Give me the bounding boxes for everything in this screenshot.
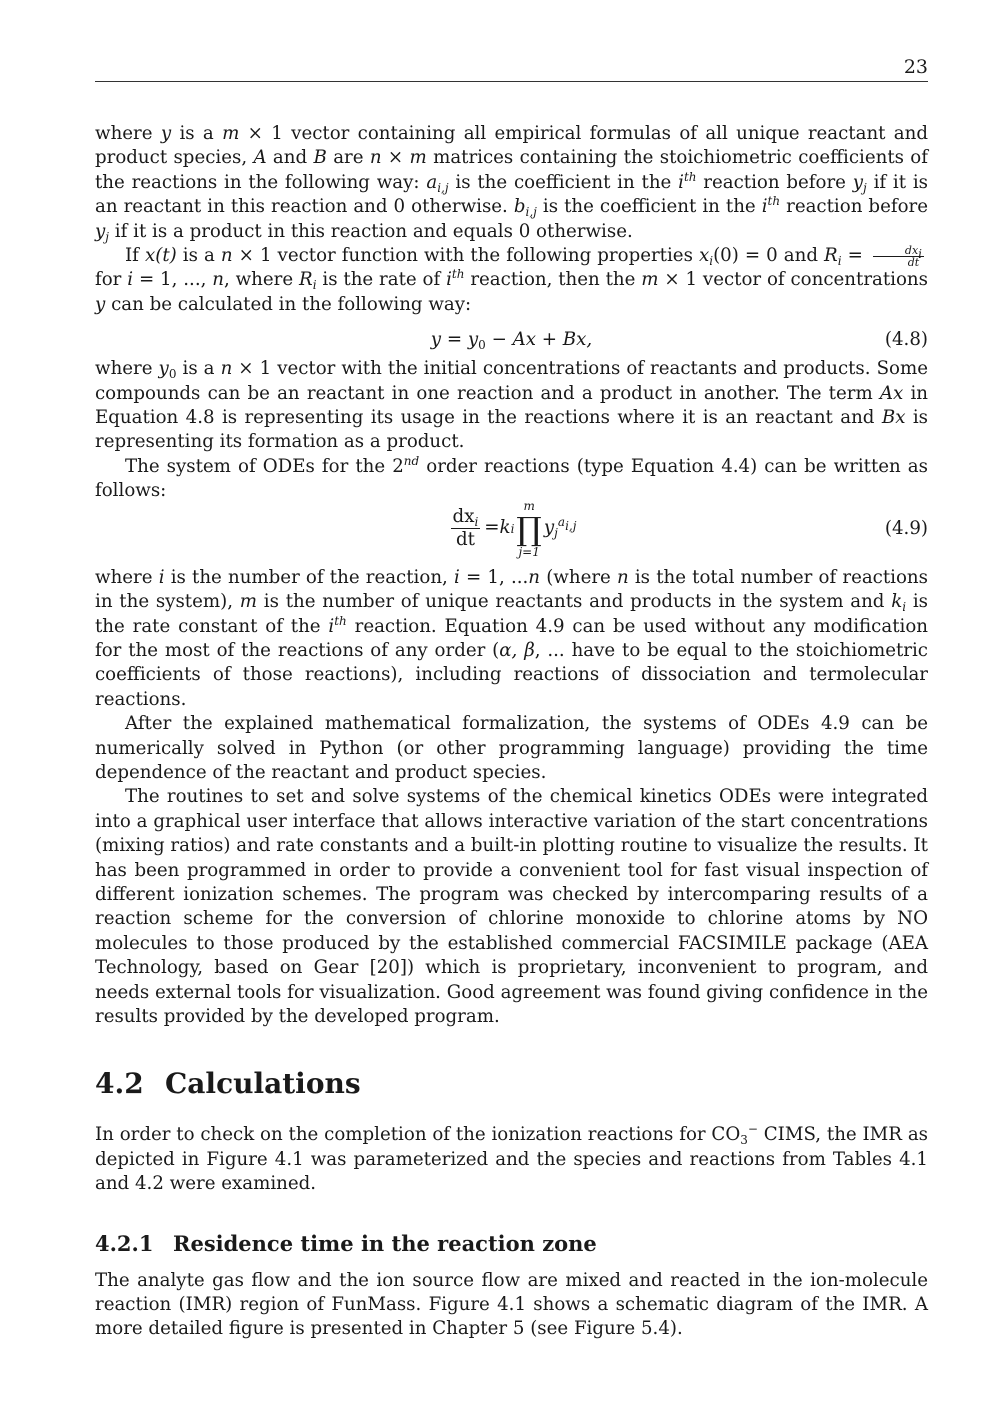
paragraph-residence-time: The analyte gas flow and the ion source flow are mixed and reacted in the ion-molecule reaction (IMR) region of FunMass. Figure 4.1 shows a schematic diagram of the IMR. A more detailed figure is presented in Chapter 5 (see Figure 5.4). [95, 1269, 928, 1340]
section-heading: 4.2 Calculations [95, 1067, 361, 1101]
equation-4-8: $y = y_0 - Ax + Bx$, (4.8) [430, 329, 928, 353]
rate-fraction: $\frac{dx_i}{dt}$ [873, 245, 924, 268]
paragraph-formalization: After the explained mathematical formalization, the systems of ODEs 4.9 can be numerically solved in Python (or other programming language) providing the time dependence of the reactant and product species. [95, 713, 928, 783]
paragraph-vector-definitions: where y is a m × 1 vector containing all empirical formulas of all unique reactant and product species, A and B are n × m matrices containing the stoichiometric coefficients of the reactions in the following way: $a_{i,j}$ is the coefficient in the $i^{th}$ reaction before $y_j$ if it is an reactant in this reaction and 0 otherwise. $b_{i,j}$ is the coefficient in the $i^{th}$ reaction before $y_j$ if it is a product in this reaction and equals 0 otherwise. [95, 123, 929, 244]
paragraph-routines: The routines to set and solve systems of the chemical kinetics ODEs were integrated into a graphical user interface that allows interactive variation of the start concentrations (mixing ratios) and rate constants and a built-in plotting routine to visualize the results. It has been programmed in order to provide a convenient tool for fast visual inspection of different ionization schemes. The program was checked by intercomparing results of a reaction scheme for the conversion of chlorine monoxide to chlorine atoms by NO molecules to those produced by the established commercial FACSIMILE package (AEA Technology, based on Gear [20]) which is proprietary, inconvenient to program, and needs external tools for visualization. Good agreement was found giving confidence in the results provided by the developed program. [95, 786, 928, 1027]
subsection-heading: 4.2.1 Residence time in the reaction zone [95, 1230, 597, 1256]
page-content [95, 122, 928, 1342]
product-operator: m ∏ j=1 [516, 498, 542, 559]
paragraph-reaction-number: where i is the number of the reaction, i = 1, ...n (where n is the total number of reactions in the system), m is the number of unique reactants and products in the system and $k_i$ is the rate constant of the $i^{th}$ reaction. Equation 4.9 can be used without any modification for the most of the reactions of any order (α, β, ... have to be equal to the stoichiometric coefficients of those reactions), including reactions of dissociation and termolecular reactions. [95, 566, 928, 710]
paragraph-initial-concentrations: where $y_0$ is a n × 1 vector with the initial concentrations of reactants and products. Some compounds can be an reactant in one reaction and a product in another. The term Ax in Equation 4.8 is representing its usage in the reactions where it is an reactant and Bx is representing its formation as a product. [95, 358, 928, 453]
equation-number: (4.9) [884, 517, 928, 539]
paragraph-calculations-intro: In order to check on the completion of the ionization reactions for $CO_3^-$ CIMS, the IMR as depicted in Figure 4.1 was parameterized and the species and reactions from Tables 4.1 and 4.2 were examined. [95, 1122, 928, 1195]
header-rule [95, 81, 928, 82]
paragraph-ode-system: The system of ODEs for the 2nd order reactions (type Equation 4.4) can be written as follows: [95, 453, 928, 502]
page-number: 23 [903, 56, 928, 78]
equation-number: (4.8) [884, 329, 928, 351]
derivative-fraction: $\frac{dx_i}{dt}$ [452, 506, 479, 551]
paragraph-vector-function: If x(t) is a n × 1 vector function with the following properties $x_i(0) = 0$ and $R_i$ = $\frac{dx_i}{dt}$ for i = 1, ..., n, where $R_i$ is the rate of $i^{th}$ reaction, then the m × 1 vector of concentrations y can be calculated in the following way: [95, 243, 928, 315]
equation-4-9: $\frac{dx_i}{dt}$ = k i m ∏ j=1 $y_j^{a_{i,j}}$ (4.9) [452, 498, 928, 559]
